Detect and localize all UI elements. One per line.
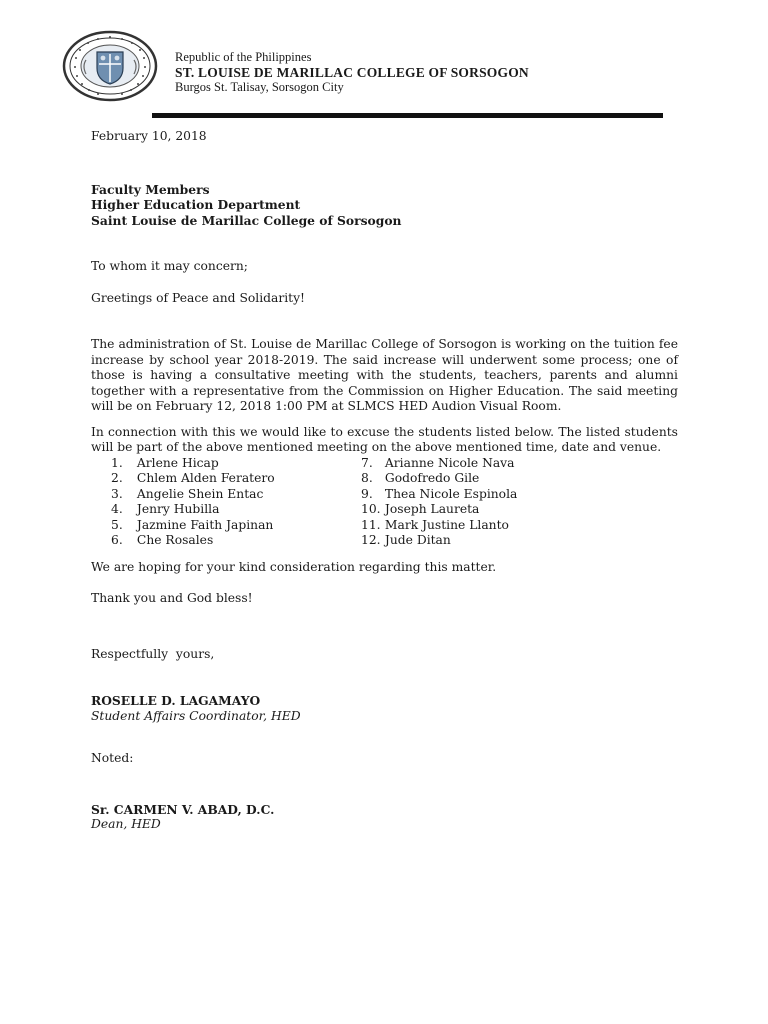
student-name: Arlene Hicap [136, 455, 219, 470]
recipient-line: Higher Education Department [91, 197, 301, 212]
student-number: 8. [361, 471, 373, 485]
noted-label: Noted: [91, 751, 134, 765]
header-divider [152, 113, 663, 118]
student-number: 6. [111, 533, 123, 547]
salutation: To whom it may concern; [91, 259, 248, 273]
school-address: Burgos St. Talisay, Sorsogon City [175, 80, 344, 94]
student-name: Angelie Shein Entac [136, 486, 264, 501]
greeting: Greetings of Peace and Solidarity! [91, 290, 305, 305]
student-list-left [111, 456, 275, 549]
student-number: 10. [361, 502, 381, 516]
student-number: 4. [111, 502, 123, 516]
student-name: Arianne Nicole Nava [384, 455, 515, 470]
student-list-item [111, 487, 275, 503]
signer-name: ROSELLE D. LAGAMAYO [91, 693, 261, 708]
student-number: 11. [361, 517, 381, 532]
student-name: Chlem Alden Feratero [136, 471, 275, 485]
student-name: Joseph Laureta [384, 502, 480, 516]
student-name: Thea Nicole Espinola [384, 486, 518, 501]
letter-date: February 10, 2018 [91, 129, 207, 143]
student-list-item [361, 456, 517, 472]
student-list-item [361, 502, 517, 518]
student-name: Jude Ditan [384, 533, 451, 547]
student-list-item [111, 471, 275, 487]
student-list-item [361, 533, 517, 549]
closing-line: Respectfully yours, [91, 646, 215, 661]
student-number: 12. [361, 533, 381, 547]
student-list-item [111, 518, 275, 534]
letterhead-text [175, 50, 529, 95]
student-list-item [361, 518, 517, 534]
paragraph-consideration: We are hoping for your kind consideration regarding this matter. [91, 559, 497, 574]
college-seal-icon [62, 30, 158, 102]
student-name: Che Rosales [136, 533, 214, 547]
dean-title: Dean, HED [91, 817, 161, 831]
paragraph-excuse: In connection with this we would like to excuse the students listed below. The listed students will be part of the above mentioned meeting on the above mentioned time, date and venue. [91, 424, 678, 454]
letterhead [0, 0, 768, 120]
student-number: 5. [111, 517, 123, 532]
student-list-item [361, 487, 517, 503]
recipient-line: Saint Louise de Marillac College of Sorsogon [91, 212, 402, 228]
student-name: Jazmine Faith Japinan [136, 517, 274, 532]
student-list-right [361, 456, 517, 549]
student-number: 9. [361, 486, 373, 501]
recipient-line: Faculty Members [91, 181, 210, 197]
student-name: Jenry Hubilla [136, 502, 220, 516]
student-name: Mark Justine Llanto [384, 517, 509, 532]
paragraph-meeting: The administration of St. Louise de Marillac College of Sorsogon is working on the tuition fee increase by school year 2018-2019. The said increase will underwent some process; one of those is having a consultative meeting with the students, teachers, parents and alumni together with a representative from the Commission on Higher Education. The said meeting will be on February 12, 2018 1:00 PM at SLMCS HED Audion Visual Room. [91, 337, 678, 413]
student-number: 3. [111, 486, 123, 501]
school-name: ST. LOUISE DE MARILLAC COLLEGE OF SORSOGON [175, 65, 529, 80]
student-name: Godofredo Gile [384, 471, 480, 485]
country-line: Republic of the Philippines [175, 50, 312, 64]
thanks-line: Thank you and God bless! [91, 591, 253, 605]
student-list-item [111, 456, 275, 472]
student-number: 1. [111, 455, 123, 470]
student-list-item [111, 533, 275, 549]
student-number: 2. [111, 471, 123, 485]
student-list [91, 456, 678, 550]
letter-body [91, 129, 678, 833]
student-list-item [111, 502, 275, 518]
dean-name: Sr. CARMEN V. ABAD, D.C. [91, 801, 275, 817]
signer-title: Student Affairs Coordinator, HED [91, 708, 301, 723]
student-number: 7. [361, 455, 373, 470]
student-list-item [361, 471, 517, 487]
